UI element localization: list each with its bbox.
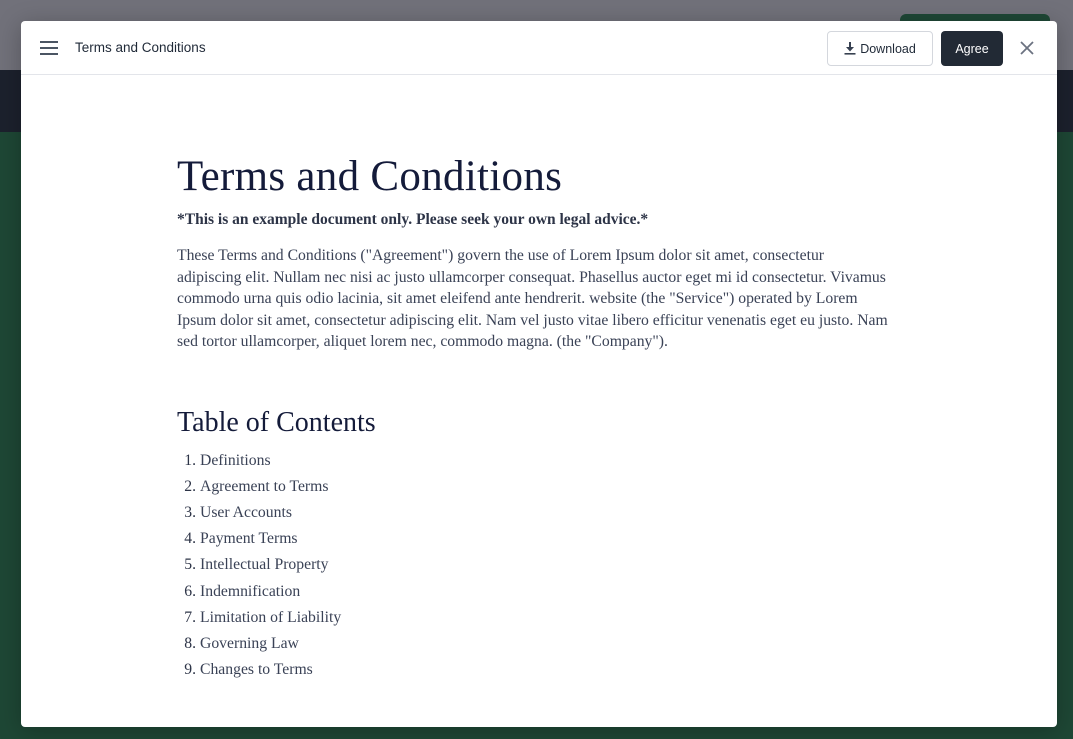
toc-item[interactable] (177, 526, 897, 552)
toc-item[interactable] (177, 605, 897, 631)
toc-item[interactable] (177, 657, 897, 683)
download-label: Download (860, 41, 916, 56)
toc-heading: Table of Contents (177, 406, 376, 438)
table-of-contents (177, 448, 897, 684)
toc-item[interactable] (177, 631, 897, 657)
agree-button[interactable]: Agree (941, 31, 1003, 66)
toc-item[interactable] (177, 448, 897, 474)
toc-item[interactable] (177, 474, 897, 500)
modal-title: Terms and Conditions (75, 40, 206, 55)
toc-item-governing-law[interactable]: Governing Law (200, 634, 299, 652)
hamburger-menu-icon (40, 41, 58, 55)
toc-item-payment-terms[interactable]: Payment Terms (200, 530, 298, 548)
toc-item-changes-to-terms[interactable]: Changes to Terms (200, 661, 313, 679)
toc-item-number: 8. (184, 634, 196, 652)
download-button[interactable] (827, 31, 933, 66)
download-icon (844, 42, 856, 55)
toc-item-number: 6. (184, 582, 196, 600)
toc-item-definitions[interactable]: Definitions (200, 451, 271, 469)
toc-item-number: 4. (184, 530, 196, 548)
toc-item[interactable] (177, 500, 897, 526)
terms-modal (21, 21, 1057, 727)
intro-paragraph: These Terms and Conditions ("Agreement") govern the use of Lorem Ipsum dolor sit amet, consectetur adipiscing elit. Nullam nec nisi ac justo ullamcorper consequat. Phasellus auctor eget mi id consectetur. Vivamus commodo urna quis odio lacinia, sit amet eleifend ante hendrerit. website (the "Service") operated by Lorem Ipsum dolor sit amet, consectetur adipiscing elit. Nam vel justo vitae libero efficitur venenatis eget eu justo. Nam sed tortor ullamcorper, aliquet lorem nec, commodo magna. (the "Company"). (177, 247, 888, 350)
toc-item-limitation-of-liability[interactable]: Limitation of Liability (200, 608, 342, 626)
toc-item[interactable] (177, 579, 897, 605)
close-button[interactable] (1017, 38, 1037, 58)
close-icon (1020, 41, 1034, 55)
toc-item-user-accounts[interactable]: User Accounts (200, 503, 292, 521)
toc-item-number: 1. (184, 451, 196, 469)
toc-item-number: 5. (184, 556, 196, 574)
legal-disclaimer: *This is an example document only. Please seek your own legal advice.* (177, 211, 649, 228)
toc-item-intellectual-property[interactable]: Intellectual Property (200, 556, 329, 574)
menu-button[interactable] (39, 38, 59, 58)
toc-item-agreement-to-terms[interactable]: Agreement to Terms (200, 477, 329, 495)
toc-item-number: 2. (184, 477, 196, 495)
toc-item-number: 9. (184, 661, 196, 679)
toc-item[interactable] (177, 552, 897, 578)
document-title: Terms and Conditions (177, 153, 563, 200)
modal-header (21, 21, 1057, 75)
toc-item-indemnification[interactable]: Indemnification (200, 582, 301, 600)
document-body (177, 76, 897, 683)
toc-item-number: 7. (184, 608, 196, 626)
toc-item-number: 3. (184, 503, 196, 521)
